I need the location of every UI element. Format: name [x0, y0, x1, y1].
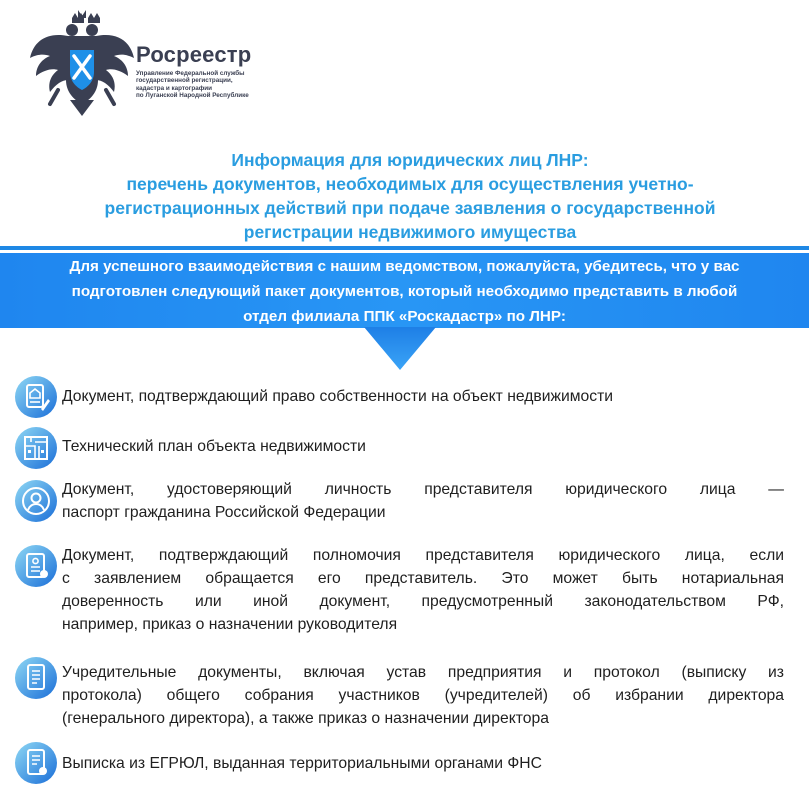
list-item-text: Документ, подтверждающий полномочия представителя юридического лица, если с заявлением обращается его представитель. Это может быть нотариальная доверенность или иной документ, предусмотренный законодательством РФ, например, приказ о назначении руководителя: [62, 547, 784, 633]
charter-document-icon: [14, 656, 58, 700]
technical-plan-icon: [14, 426, 58, 470]
list-item-text: Документ, подтверждающий право собственности на объект недвижимости: [62, 388, 614, 405]
arrow-down-icon: [364, 327, 436, 370]
list-item-text: Выписка из ЕГРЮЛ, выданная территориальными органами ФНС: [62, 755, 542, 772]
header: [28, 10, 328, 120]
extract-document-icon: [14, 741, 58, 785]
info-banner: Для успешного взаимодействия с нашим ведомством, пожалуйста, убедитесь, что у вас подготовлен следующий пакет документов, который необходимо представить в любой отдел филиала ППК «Роскадастр» по ЛНР:: [0, 253, 809, 328]
rosreestr-emblem-icon: [28, 10, 136, 118]
list-item-text: Учредительные документы, включая устав предприятия и протокол (выписку из протокола) общего собрания участников (учредителей) об избрании директора (генерального директора), а также приказ о назначении директора: [62, 664, 784, 727]
brand-name: Росреестр: [136, 42, 252, 67]
brand-subtitle: Управление Федеральной службы государственной регистрации, кадастра и картографии по Луганской Народной Республике: [136, 70, 249, 99]
list-item-text: Технический план объекта недвижимости: [62, 438, 366, 455]
divider-line: [0, 246, 809, 250]
property-document-icon: [14, 375, 58, 419]
id-card-icon: [14, 544, 58, 588]
person-icon: [14, 479, 58, 523]
page-title: Информация для юридических лиц ЛНР: перечень документов, необходимых для осуществления учетно- регистрационных действий при подаче заявления о государственной регистрации недвижимого имущества: [104, 150, 716, 242]
list-item-text: Документ, удостоверяющий личность представителя юридического лица — паспорт гражданина Российской Федерации: [62, 481, 784, 521]
